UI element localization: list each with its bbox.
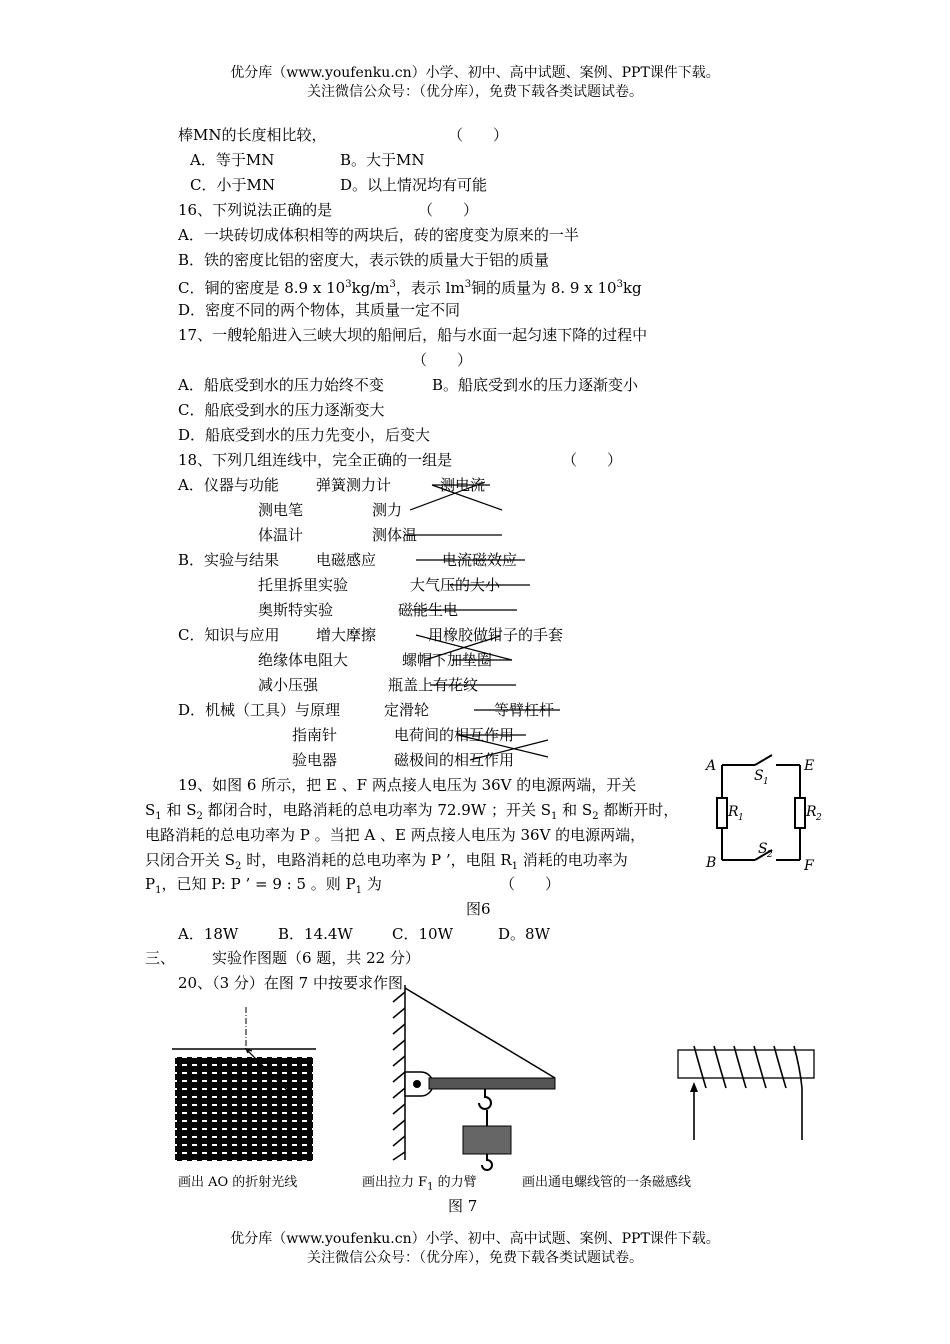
q18-c-right-3: 瓶盖上有花纹 [388,676,479,694]
q17-option-c: C．船底受到水的压力逐渐变大 [178,401,385,419]
q18-a-heading: A．仪器与功能 [178,476,279,494]
figure-7-caption-2: 画出拉力 $F_1$ 的力臂 [362,1175,477,1193]
q18-a-left-3: 体温计 [258,526,304,544]
q16-option-b: B．铁的密度比铝的密度大，表示铁的质量大于铝的质量 [178,251,550,269]
svg-text:1: 1 [738,813,744,823]
q18-d-left-1: 定滑轮 [384,701,430,719]
current-arrow-icon [690,1082,698,1092]
q19-line-3: 电路消耗的总电功率为 P 。当把 A 、E 两点接人电压为 36V 的电源两端， [145,826,646,844]
q18-b-left-3: 奥斯特实验 [258,601,334,619]
q17-blank: （ ） [412,351,473,369]
q16-option-d: D．密度不同的两个物体，其质量一定不同 [178,301,461,319]
q18-d-heading: D．机械（工具）与原理 [178,701,341,719]
q15-option-b: B。大于MN [340,151,425,169]
circuit-label-f: F [804,858,814,874]
svg-text:2: 2 [767,850,773,860]
circuit-label-s1: S [754,768,764,784]
q17-stem: 17、一艘轮船进入三峡大坝的船闸后，船与水面一起匀速下降的过程中 [178,326,648,344]
q18-b-heading: B．实验与结果 [178,551,280,569]
svg-text:2: 2 [816,813,822,823]
q19-option-c: C．10W [392,925,453,943]
footer-line-1: 优分库（www.youfenku.cn）小学、初中、高中试题、案例、PPT课件下载。 [230,1231,720,1247]
figure-6-circuit [700,750,830,875]
section-3-title: 实验作图题（6 题，共 22 分） [212,949,420,967]
q16-stem: 16、下列说法正确的是 [178,201,333,219]
q18-c-right-2: 螺帽下加垫圈 [402,651,493,669]
lever-diagram [385,980,575,1175]
header-line-1: 优分库（www.youfenku.cn）小学、初中、高中试题、案例、PPT课件下载。 [230,65,720,81]
q18-b-right-2: 大气压的大小 [410,576,501,594]
pivot-icon [413,1080,421,1088]
q18-b-left-1: 电磁感应 [316,551,377,569]
q15-option-d: D。以上情况均有可能 [340,176,488,194]
weight-block [463,1126,511,1154]
q18-d-left-2: 指南针 [292,726,338,744]
q18-c-heading: C．知识与应用 [178,626,280,644]
q15-option-a: A．等于MN [190,151,275,169]
q16-blank: （ ） [418,201,479,219]
solenoid-diagram [670,1040,825,1150]
q18-blank: （ ） [562,451,623,469]
q18-a-right-1: 测电流 [440,476,486,494]
circuit-label-b: B [706,855,717,871]
q19-line-4: 只闭合开关 $S_2$ 时，电路消耗的总电功率为 P ’，电阻 $R_1$ 消耗的电功率为 [145,851,628,872]
q19-line-5: $P_1$，已知 P: P ’ = 9 : 5 。则 $P_1$ 为 [145,875,382,896]
lever-bar [429,1078,555,1089]
circuit-label-e: E [804,758,815,774]
q18-b-right-1: 电流磁效应 [442,551,518,569]
q18-d-right-2: 电荷间的相互作用 [394,726,515,744]
figure-7-caption: 图 7 [448,1197,478,1215]
q18-a-left-2: 测电笔 [258,501,304,519]
q15-blank: （ ） [448,126,509,144]
q16-option-a: A．一块砖切成体积相等的两块后，砖的密度变为原来的一半 [178,226,579,244]
figure-7-caption-1: 画出 AO 的折射光线 [178,1175,298,1190]
q17-option-d: D．船底受到水的压力先变小，后变大 [178,426,431,444]
q19-line-1: 19、如图 6 所示，把 E 、F 两点接人电压为 36V 的电源两端，开关 [178,776,637,794]
q17-option-a: A．船底受到水的压力始终不变 [178,376,384,394]
circuit-label-r2: R [806,804,817,820]
q18-d-right-3: 磁极间的相互作用 [394,751,515,769]
q15-option-c: C．小于MN [190,176,275,194]
section-3-number: 三、 [145,949,176,967]
q18-b-left-2: 托里拆里实验 [258,576,349,594]
hook-icon [479,1089,491,1109]
q20-stem: 20、（3 分）在图 7 中按要求作图 [178,974,403,992]
header-line-2: 关注微信公众号：（优分库），免费下载各类试题试卷。 [307,84,643,100]
circuit-label-r1: R [728,804,739,820]
q19-option-b: B．14.4W [278,925,353,943]
q19-blank: （ ） [500,875,561,893]
q19-option-d: D。8W [498,925,550,943]
svg-text:1: 1 [763,777,769,787]
circuit-label-a: A [706,758,717,774]
q19-line-2: $S_1$ 和 $S_2$ 都闭合时，电路消耗的总电功率为 72.9W ；开关 $S_1$ 和 $S_2$ 都断开时， [145,801,679,822]
figure-7-caption-3: 画出通电螺线管的一条磁感线 [522,1175,692,1190]
q18-a-right-3: 测体温 [372,526,418,544]
footer-line-2: 关注微信公众号：（优分库），免费下载各类试题试卷。 [307,1250,643,1266]
q16-option-c: C．铜的密度是 8.9 x $10^3kg/m^3$，表示 $lm^3$铜的质量为 8. 9 x $10^3kg$ [178,279,642,297]
q18-d-left-3: 验电器 [292,751,338,769]
q15-stem: 棒MN的长度相比较， [178,126,327,144]
water-block [175,1057,313,1161]
q18-c-left-2: 绝缘体电阻大 [258,651,349,669]
q18-stem: 18、下列几组连线中，完全正确的一组是 [178,451,453,469]
refraction-diagram [170,1005,320,1165]
q18-a-right-2: 测力 [372,501,403,519]
q18-c-right-1: 用橡胶做钳子的手套 [428,626,564,644]
figure-6-caption: 图6 [466,900,491,918]
circuit-label-s2: S [758,841,768,857]
q18-c-left-3: 减小压强 [258,676,319,694]
q18-c-left-1: 增大摩擦 [316,626,377,644]
q19-option-a: A．18W [178,925,239,943]
q18-a-left-1: 弹簧测力计 [316,476,392,494]
q18-b-right-3: 磁能生电 [398,601,459,619]
q18-d-right-1: 等臂杠杆 [494,701,555,719]
q17-option-b: B。船底受到水的压力逐渐变小 [432,376,639,394]
